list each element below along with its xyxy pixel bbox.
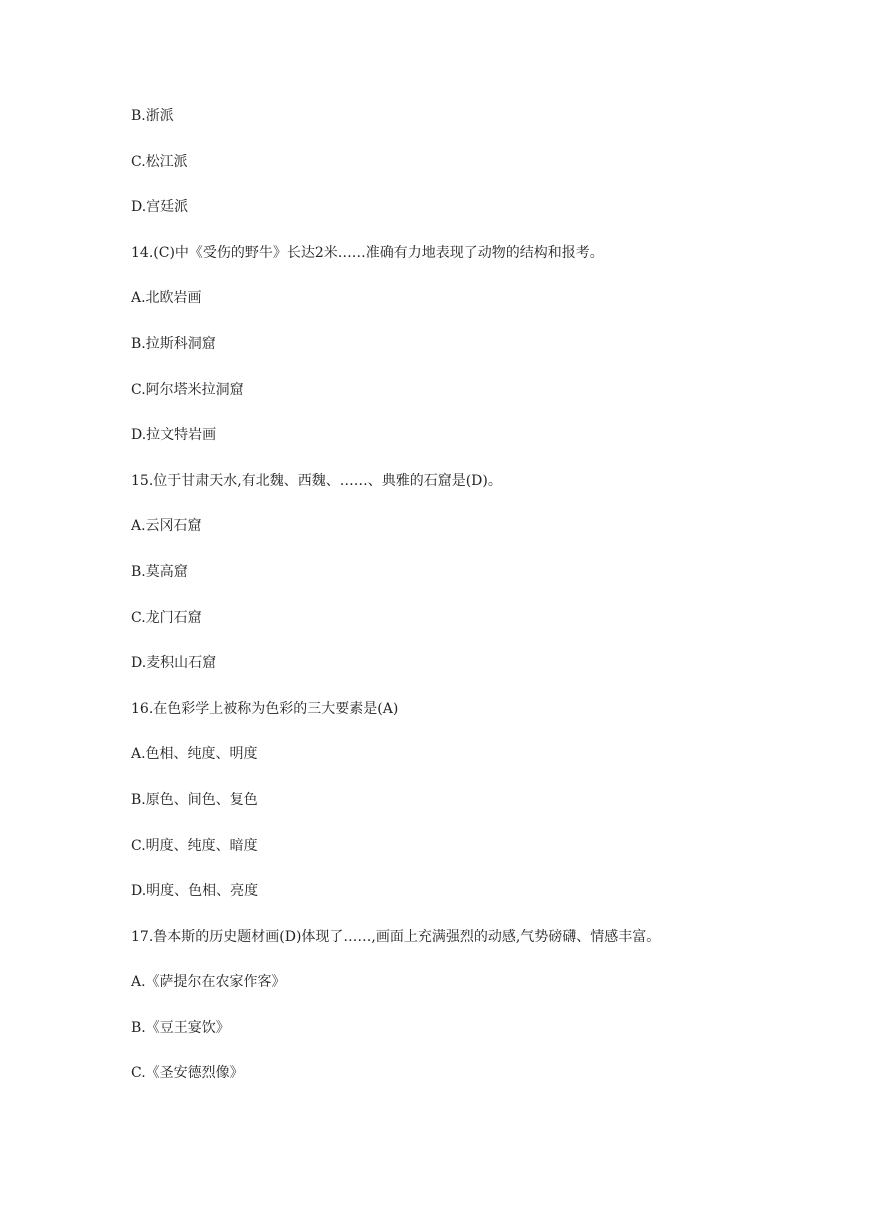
option-line: B.原色、间色、复色 — [131, 791, 258, 808]
option-line: D.明度、色相、亮度 — [131, 883, 259, 900]
question-line: 17.鲁本斯的历史题材画(D)体现了……,画面上充满强烈的动感,气势磅礴、情感丰富。 — [131, 928, 661, 945]
option-line: C.明度、纯度、暗度 — [131, 837, 258, 854]
option-line: A.云冈石窟 — [131, 518, 202, 535]
option-line: B.浙派 — [131, 108, 174, 124]
question-line: 14.(C)中《受伤的野牛》长达2米……准确有力地表现了动物的结构和报考。 — [131, 244, 604, 261]
option-line: D.拉文特岩画 — [131, 427, 217, 444]
option-line: C.《圣安德烈像》 — [131, 1065, 244, 1082]
option-line: B.拉斯科洞窟 — [131, 335, 216, 352]
document-body — [131, 104, 811, 1107]
option-line: D.麦积山石窟 — [131, 655, 217, 672]
option-line: C.松江派 — [131, 153, 188, 170]
option-line: A.北欧岩画 — [131, 290, 202, 307]
option-line: B.莫高窟 — [131, 563, 188, 580]
option-line: B.《豆王宴饮》 — [131, 1019, 230, 1036]
question-line: 15.位于甘肃天水,有北魏、西魏、……、典雅的石窟是(D)。 — [131, 472, 502, 489]
option-line: D.宫廷派 — [131, 199, 189, 216]
question-line: 16.在色彩学上被称为色彩的三大要素是(A) — [131, 700, 399, 717]
option-line: A.色相、纯度、明度 — [131, 746, 258, 763]
option-line: A.《萨提尔在农家作客》 — [131, 974, 286, 991]
option-line: C.阿尔塔米拉洞窟 — [131, 381, 244, 398]
option-line: C.龙门石窟 — [131, 609, 202, 626]
